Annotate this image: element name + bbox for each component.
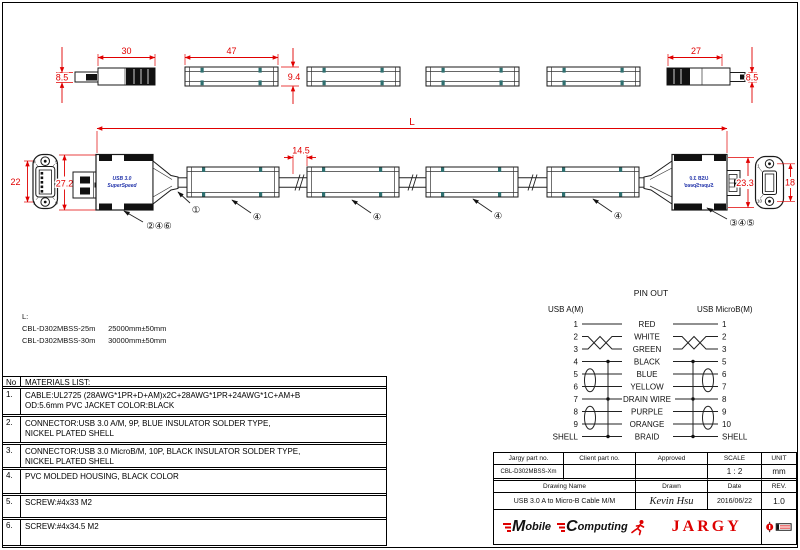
pin-left: SHELL bbox=[552, 432, 578, 442]
date-label: Date bbox=[708, 481, 762, 493]
running-person-icon bbox=[630, 519, 646, 536]
usba-side-view bbox=[73, 155, 187, 211]
drawn-label: Drawn bbox=[636, 481, 708, 493]
dim-gap-length: 14.5 bbox=[292, 145, 310, 156]
length-note bbox=[22, 311, 166, 347]
scale-label: SCALE bbox=[708, 453, 762, 465]
row-text bbox=[21, 417, 386, 442]
microb-top-view bbox=[667, 68, 748, 85]
ferrite-assembly bbox=[307, 167, 399, 197]
callout-ferrite: ④ bbox=[372, 212, 382, 223]
row-line2: OD:5.6mm PVC JACKET COLOR:BLACK bbox=[25, 401, 175, 410]
speed-lines-icon bbox=[556, 521, 566, 534]
pin-left: 6 bbox=[573, 382, 578, 392]
pinout-diagram bbox=[535, 282, 797, 448]
pin-right: 3 bbox=[722, 345, 727, 354]
row-line1: CABLE:UL2725 (28AWG*1PR+D+AM)x2C+28AWG*1PR+24AWG*1C+AM+B bbox=[25, 390, 301, 400]
pinout-left-header: USB A(M) bbox=[548, 305, 584, 314]
microb-label-line1: USB 3.0 bbox=[689, 176, 709, 182]
callout-ferrite: ④ bbox=[493, 211, 503, 222]
usba-label-line2: SuperSpeed bbox=[107, 183, 137, 189]
dim-microb-front-width: 18 bbox=[784, 177, 796, 188]
wire-color: BRAID bbox=[634, 432, 660, 442]
length-value: 30000mm±50mm bbox=[108, 336, 167, 345]
drawing-name-label: Drawing Name bbox=[494, 481, 636, 493]
jargy-part-value: CBL-D302MBSS-Xm bbox=[494, 465, 564, 481]
pin-left: 3 bbox=[573, 345, 578, 354]
dim-ferrite-height: 9.4 bbox=[287, 72, 301, 82]
microb-front-pin-bottom: 10 bbox=[756, 198, 763, 204]
pin-right: 5 bbox=[722, 357, 727, 367]
row-text bbox=[21, 389, 386, 414]
part-number: CBL-D302MBSS-30m bbox=[22, 336, 96, 345]
callout-ferrite: ④ bbox=[252, 212, 262, 223]
pin-right: 6 bbox=[722, 370, 727, 379]
logo-word2-initial: C bbox=[566, 518, 578, 535]
ferrite-top-view bbox=[547, 67, 640, 86]
pinout-title: PIN OUT bbox=[633, 288, 669, 298]
pin-left: 1 bbox=[573, 320, 578, 329]
microb-label-line2: SuperSpeed bbox=[684, 183, 714, 189]
row-no: 5. bbox=[3, 496, 21, 517]
pin-right: 1 bbox=[722, 320, 727, 329]
title-block bbox=[493, 452, 797, 545]
rev-label: REV. bbox=[762, 481, 796, 493]
dim-microb-plug-height: 8.5 bbox=[745, 72, 759, 83]
pin-right: 2 bbox=[722, 332, 727, 342]
cable-plug-icon bbox=[762, 510, 796, 544]
row-text bbox=[21, 470, 386, 493]
callout-usba-group: ②④⑥ bbox=[146, 221, 172, 232]
ferrite-top-view bbox=[185, 67, 278, 86]
pin-right: 9 bbox=[722, 407, 727, 417]
pin-right: 8 bbox=[722, 395, 727, 404]
callout-ferrite: ④ bbox=[613, 211, 623, 222]
dim-usba-plug-height: 8.5 bbox=[55, 72, 69, 83]
approved-label: Approved bbox=[636, 453, 708, 465]
logo-word1-rest: obile bbox=[525, 521, 551, 533]
client-part-value bbox=[564, 465, 636, 481]
ferrite-assembly bbox=[426, 167, 518, 197]
pin-left: 7 bbox=[573, 395, 578, 404]
usba-label-line1: USB 3.0 bbox=[112, 176, 132, 182]
row-no: 6. bbox=[3, 520, 21, 545]
usba-front-view bbox=[33, 155, 58, 209]
pin-left: 8 bbox=[573, 407, 578, 417]
pin-left: 2 bbox=[573, 332, 578, 342]
callouts bbox=[124, 192, 755, 232]
dim-usba-body-height: 27.2 bbox=[55, 178, 74, 189]
table-row bbox=[3, 470, 386, 496]
row-text bbox=[21, 496, 386, 517]
pin-right: SHELL bbox=[722, 432, 748, 442]
table-row bbox=[3, 520, 386, 545]
wire-color: DRAIN WIRE bbox=[623, 395, 671, 404]
length-note-label: L: bbox=[22, 312, 29, 321]
row-no: 2. bbox=[3, 417, 21, 442]
row-line1: SCREW:#4x34.5 M2 bbox=[25, 521, 99, 531]
usba-front-pin-br: 9 bbox=[55, 200, 58, 206]
ferrite-top-view bbox=[426, 67, 519, 86]
wire-color: YELLOW bbox=[630, 382, 664, 392]
dim-ferrite-length: 47 bbox=[226, 46, 237, 56]
pin-right: 10 bbox=[722, 420, 731, 429]
drawn-signature: Kevin Hsu bbox=[636, 493, 708, 510]
pin-right: 7 bbox=[722, 382, 727, 392]
dim-microb-length: 27 bbox=[690, 46, 702, 56]
materials-header-row bbox=[3, 377, 386, 389]
row-line1: CONNECTOR:USB 3.0 A/M, 9P, BLUE INSULATOR SOLDER TYPE, bbox=[25, 418, 271, 428]
callout-cable: ① bbox=[191, 205, 201, 216]
microb-front-view bbox=[756, 157, 784, 209]
pin-left: 9 bbox=[573, 420, 578, 429]
wire-color: WHITE bbox=[634, 332, 660, 342]
unit-value: mm bbox=[762, 465, 796, 481]
brand-logo-text: JARGY bbox=[671, 518, 742, 535]
pinout-right-header: USB MicroB(M) bbox=[697, 305, 753, 314]
approved-value bbox=[636, 465, 708, 481]
row-line1: PVC MOLDED HOUSING, BLACK COLOR bbox=[25, 471, 179, 481]
length-note-row bbox=[22, 335, 166, 347]
row-text bbox=[21, 445, 386, 467]
wire-color: GREEN bbox=[632, 345, 662, 354]
speed-lines-icon bbox=[502, 521, 512, 534]
wire-color: BLUE bbox=[636, 370, 658, 379]
ferrite-assembly bbox=[547, 167, 639, 197]
scale-value: 1 : 2 bbox=[708, 465, 762, 481]
materials-title: MATERIALS LIST: bbox=[25, 378, 91, 387]
logo-word1-initial: M bbox=[512, 518, 526, 535]
unit-label: UNIT bbox=[762, 453, 796, 465]
cable-plug-icon-svg bbox=[765, 520, 793, 534]
usba-front-pin-tr: 5 bbox=[55, 159, 58, 165]
wire-color: RED bbox=[638, 320, 656, 329]
usba-front-pin-tl: 4 bbox=[33, 159, 36, 165]
callout-microb-group: ③④⑤ bbox=[729, 218, 755, 229]
length-note-row bbox=[22, 323, 166, 335]
wire-color: ORANGE bbox=[629, 420, 665, 429]
row-text bbox=[21, 520, 386, 545]
table-row bbox=[3, 389, 386, 417]
microb-front-pin-top: 1 bbox=[757, 163, 760, 169]
microb-side-view bbox=[644, 155, 740, 211]
row-line1: CONNECTOR:USB 3.0 MicroB/M, 10P, BLACK INSULATOR SOLDER TYPE, bbox=[25, 446, 301, 456]
client-part-label: Client part no. bbox=[564, 453, 636, 465]
row-line2: NICKEL PLATED SHELL bbox=[25, 429, 114, 438]
table-row bbox=[3, 445, 386, 470]
rev-value: 1.0 bbox=[762, 493, 796, 510]
dim-usba-length: 30 bbox=[121, 46, 132, 56]
pin-left: 4 bbox=[573, 357, 578, 367]
usba-top-view bbox=[75, 68, 155, 85]
pin-left: 5 bbox=[573, 370, 578, 379]
row-line1: SCREW:#4x33 M2 bbox=[25, 497, 92, 507]
ferrite-assembly bbox=[187, 167, 279, 197]
row-no: 4. bbox=[3, 470, 21, 493]
overall-length-dim bbox=[97, 117, 727, 153]
table-row bbox=[3, 496, 386, 520]
part-number: CBL-D302MBSS-25m bbox=[22, 324, 96, 333]
jargy-part-label: Jargy part no. bbox=[494, 453, 564, 465]
date-value: 2016/06/22 bbox=[708, 493, 762, 510]
wire-color: PURPLE bbox=[630, 407, 664, 417]
table-row bbox=[3, 417, 386, 445]
row-no: 3. bbox=[3, 445, 21, 467]
company-logo bbox=[494, 510, 762, 544]
ferrite-top-view bbox=[307, 67, 400, 86]
materials-no-header: No bbox=[3, 377, 21, 386]
row-no: 1. bbox=[3, 389, 21, 414]
length-value: 25000mm±50mm bbox=[108, 324, 167, 333]
logo-word2-rest: omputing bbox=[577, 521, 628, 533]
dim-overall-length: L bbox=[409, 117, 415, 128]
row-line2: NICKEL PLATED SHELL bbox=[25, 457, 114, 466]
usba-front-pin-bl: 1 bbox=[33, 200, 36, 206]
wire-color: BLACK bbox=[633, 357, 661, 367]
dim-microb-body-height: 23.3 bbox=[736, 178, 754, 188]
dim-usba-front-width: 22 bbox=[10, 177, 21, 187]
materials-list-table bbox=[2, 376, 387, 546]
drawing-name-value: USB 3.0 A to Micro-B Cable M/M bbox=[494, 493, 636, 510]
